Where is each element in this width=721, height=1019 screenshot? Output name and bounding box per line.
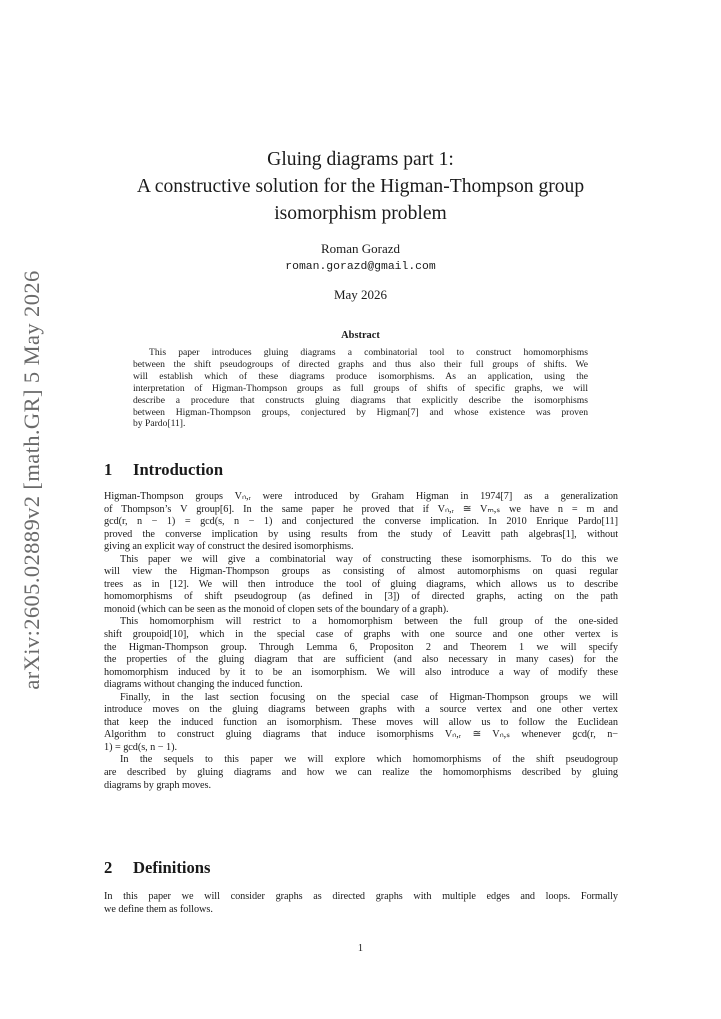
section-heading-definitions: [104, 858, 210, 878]
body-line: homomorphisms of shift pseudogroup (as defined in [3]) of directed graphs, acting on the path: [104, 591, 618, 603]
body-line: shift groupoid[10], which in the special case of graphs with one source and one other vertex is: [104, 629, 618, 641]
body-line: In this paper we will consider graphs as directed graphs with multiple edges and loops. Formally: [104, 891, 618, 902]
page-number: 1: [357, 943, 364, 954]
abstract-line: interpretation of Higman-Thompson groups as full groups of shifts of specific graphs, we will: [133, 382, 588, 394]
body-line: of Thompson’s V group[6]. In the same paper he proved that if Vₙ,ᵣ ≅ Vₘ,ₛ we have n = m and: [104, 503, 618, 515]
body-line: diagrams without changing the induced function.: [104, 679, 303, 691]
paper-title: [100, 146, 621, 227]
abstract-line: describe a procedure that constructs gluing diagrams that explicitly describe the isomorphisms: [133, 394, 588, 406]
author-email: roman.gorazd@gmail.com: [285, 261, 436, 273]
abstract-line: between Higman-Thompson groups, conjectured by Higman[7] and whose existence was proven: [133, 406, 588, 418]
body-line: that keep the induced function an isomorphism. These moves will allow us to follow the Euclidean: [104, 716, 618, 728]
definitions-body: [104, 891, 618, 916]
body-line: monoid (which can be seen as the monoid of clopen sets of the boundary of a graph).: [104, 603, 449, 615]
body-line: proved the converse implication by using results from the study of Leavitt path algebras[1], without: [104, 528, 618, 540]
body-line: homomorphism induced by it to be an isomorphism. We will also introduce a way of modify these: [104, 666, 618, 678]
body-line: are described by gluing diagrams and how we can realize the homomorphisms described by gluing: [104, 767, 618, 779]
body-line: the properties of the gluing diagram that are sufficient (and also necessary in many cases) for the: [104, 654, 618, 666]
body-line: Finally, in the last section focusing on the special case of Higman-Thompson groups we will: [120, 691, 618, 703]
paper-date: May 2026: [333, 287, 388, 302]
abstract-line: This paper introduces gluing diagrams a combinatorial tool to construct homomorphisms: [149, 347, 588, 358]
section-title: Introduction: [133, 460, 224, 479]
section-number: 1: [104, 460, 113, 479]
title-line: isomorphism problem: [274, 203, 447, 224]
abstract-body: [133, 347, 588, 430]
author-name: Roman Gorazd: [320, 241, 401, 256]
abstract-line: between the shift pseudogroups of directed graphs and thus also their full groups of shifts. We: [133, 358, 588, 370]
abstract-line: will establish which of these diagrams produce isomorphisms. As an application, using the: [133, 370, 588, 382]
body-line: 1) = gcd(s, n − 1).: [104, 741, 177, 753]
body-line: giving an explicit way of construct the desired isomorphisms.: [104, 541, 354, 553]
body-line: In the sequels to this paper we will explore which homomorphisms of the shift pseudogroup: [120, 754, 618, 766]
section-number: 2: [104, 858, 113, 877]
body-line: trees as in [12]. We will then introduce the tool of gluing diagrams, which allows us to describe: [104, 578, 618, 590]
body-line: Higman-Thompson groups Vₙ,ᵣ were introduced by Graham Higman in 1974[7] as a generalization: [104, 491, 618, 502]
body-line: diagrams by graph moves.: [104, 779, 211, 791]
body-line: This paper we will give a combinatorial way of constructing these isomorphisms. To do this we: [120, 553, 618, 565]
section-title: Definitions: [133, 858, 211, 877]
abstract-line: by Pardo[11].: [133, 418, 186, 430]
body-line: we define them as follows.: [104, 903, 213, 915]
body-line: Algorithm to construct gluing diagrams that induce isomorphisms Vₙ,ᵣ ≅ Vₙ,ₛ whenever gcd(r, n−: [104, 729, 618, 741]
body-line: the Higman-Thompson group. Through Lemma 6, Propositon 2 and Theorem 1 we will specify: [104, 641, 618, 653]
arxiv-stamp: [14, 270, 50, 690]
body-line: will view the Higman-Thompson groups as consisting of almost automorphisms on quasi regular: [104, 566, 618, 578]
abstract-heading: Abstract: [341, 330, 380, 341]
title-line: Gluing diagrams part 1:: [267, 149, 454, 170]
section-heading-introduction: [104, 460, 223, 480]
arxiv-stamp-text: arXiv:2605.02889v2 [math.GR] 5 May 2026: [19, 270, 44, 690]
introduction-body: [104, 491, 618, 792]
body-line: gcd(r, n − 1) = gcd(s, n − 1) and conjectured the converse implication. In 2010 Enrique Pardo[11]: [104, 516, 618, 528]
body-line: This homomorphism will restrict to a homomorphism between the full group of the one-sided: [120, 616, 618, 628]
body-line: introduce moves on the gluing diagrams between graphs with a source vertex and one other vertex: [104, 704, 618, 716]
title-line: A constructive solution for the Higman-Thompson group: [136, 176, 585, 197]
